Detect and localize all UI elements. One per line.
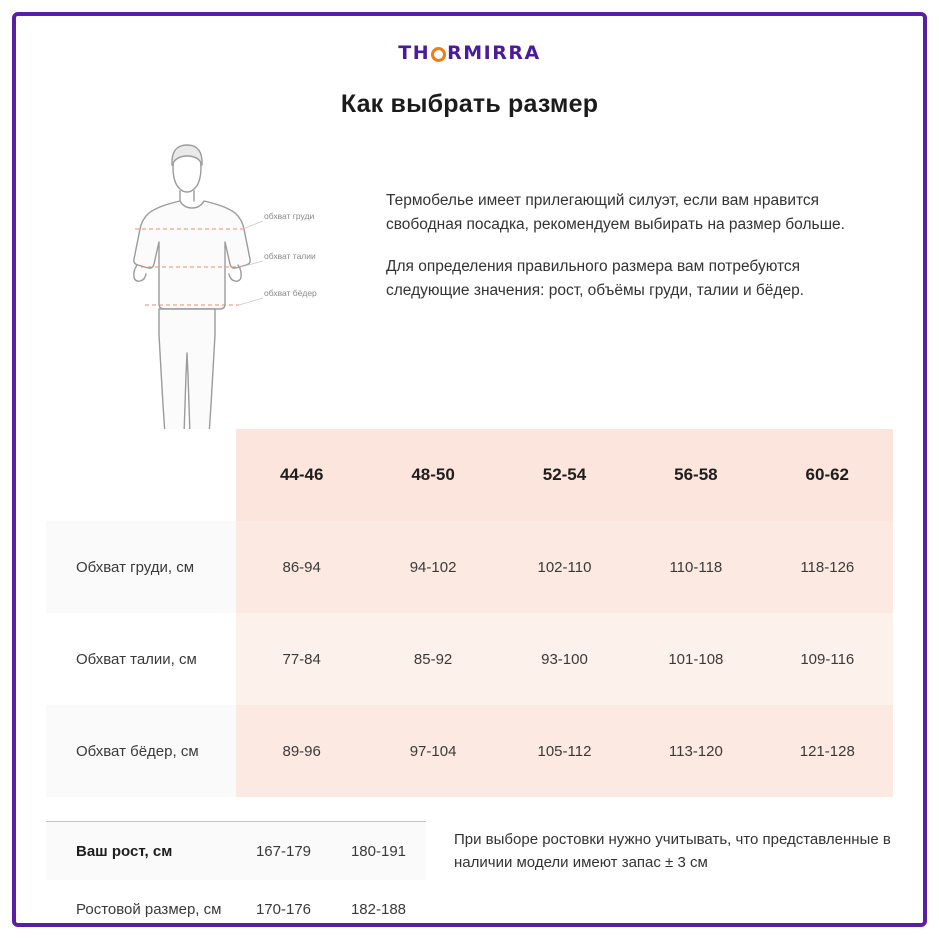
size-header-0: 44-46 [236, 429, 367, 521]
brand-logo-part2: RMIRRA [447, 41, 541, 64]
figure-label-waist: обхват талии [264, 251, 316, 261]
size-header-2: 52-54 [499, 429, 630, 521]
height-note-text: При выборе ростовки нужно учитывать, что представленные в наличии модели имеют запас ± 3 см [454, 831, 891, 871]
brand-logo [46, 34, 893, 72]
hips-value-0: 89-96 [236, 705, 367, 797]
size-table [46, 429, 893, 797]
waist-value-2: 93-100 [499, 613, 630, 705]
intro-paragraph-1: Термобелье имеет прилегающий силуэт, если вам нравится свободная посадка, рекомендуем выбирать на размер больше. [386, 192, 845, 234]
row-label-waist: Обхват талии, см [46, 613, 236, 705]
figure-label-chest: обхват груди [264, 211, 315, 221]
size-table-area [46, 429, 893, 797]
height-row-label-size: Ростовой размер, см [46, 880, 236, 927]
hips-value-1: 97-104 [367, 705, 498, 797]
brand-logo-part1: TH [398, 41, 431, 64]
intro-text [386, 137, 893, 407]
height-section [46, 821, 893, 927]
waist-value-0: 77-84 [236, 613, 367, 705]
size-table-header-row [46, 429, 893, 521]
table-row [46, 880, 426, 927]
page-frame [12, 12, 927, 927]
chest-value-1: 94-102 [367, 521, 498, 613]
brand-logo-text [398, 41, 541, 64]
figure-label-hips: обхват бёдер [264, 288, 317, 298]
row-label-hips: Обхват бёдер, см [46, 705, 236, 797]
waist-value-4: 109-116 [762, 613, 893, 705]
row-label-chest: Обхват груди, см [46, 521, 236, 613]
male-body-illustration [101, 137, 351, 467]
hips-value-4: 121-128 [762, 705, 893, 797]
table-row [46, 521, 893, 613]
height-table-wrap [46, 821, 426, 927]
your-height-value-0: 167-179 [236, 822, 331, 880]
table-row [46, 613, 893, 705]
table-row [46, 822, 426, 880]
hips-value-3: 113-120 [630, 705, 761, 797]
size-header-3: 56-58 [630, 429, 761, 521]
height-size-value-1: 182-188 [331, 880, 426, 927]
waist-value-1: 85-92 [367, 613, 498, 705]
size-header-1: 48-50 [367, 429, 498, 521]
your-height-value-1: 180-191 [331, 822, 426, 880]
waist-value-3: 101-108 [630, 613, 761, 705]
hips-value-2: 105-112 [499, 705, 630, 797]
chest-value-4: 118-126 [762, 521, 893, 613]
height-table [46, 822, 426, 927]
height-note [426, 821, 893, 927]
intro-paragraph-2: Для определения правильного размера вам потребуются следующие значения: рост, объёмы груди, талии и бёдер. [386, 258, 804, 300]
table-row [46, 705, 893, 797]
height-size-value-0: 170-176 [236, 880, 331, 927]
chest-value-2: 102-110 [499, 521, 630, 613]
body-figure [46, 137, 386, 407]
chest-value-3: 110-118 [630, 521, 761, 613]
page-title: Как выбрать размер [340, 90, 599, 118]
chest-value-0: 86-94 [236, 521, 367, 613]
brand-logo-o-icon [431, 47, 446, 62]
size-table-corner [46, 429, 236, 521]
height-row-label-your-height: Ваш рост, см [46, 822, 236, 880]
intro-section [46, 137, 893, 407]
size-header-4: 60-62 [762, 429, 893, 521]
